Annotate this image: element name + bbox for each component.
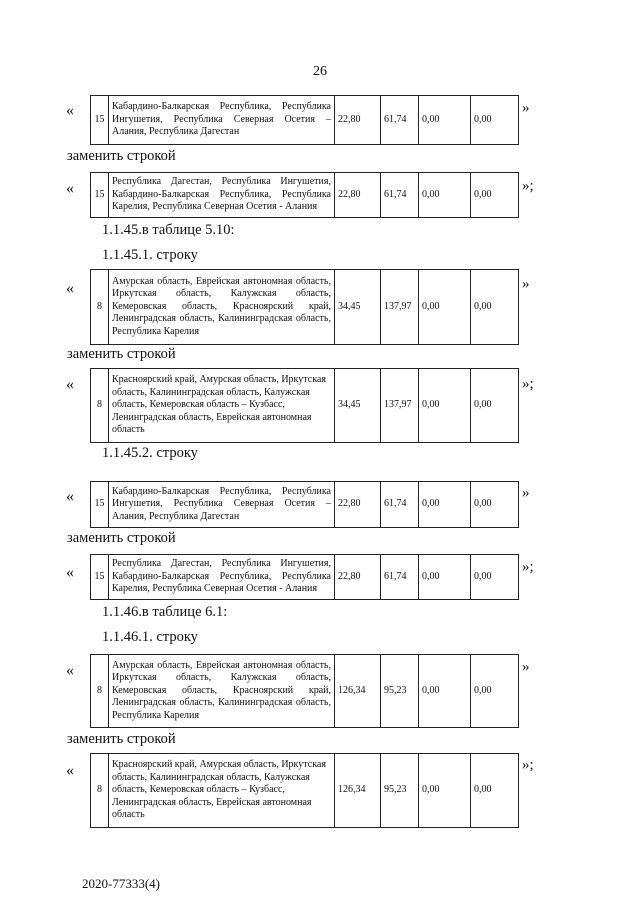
value-cell-1: 126,34 (335, 655, 381, 728)
row-number: 8 (91, 369, 109, 443)
value-cell-4: 0,00 (471, 173, 519, 218)
table-row (90, 95, 519, 145)
value-cell-3: 0,00 (419, 173, 471, 218)
quote-close: »; (522, 559, 534, 575)
regions-cell: Красноярский край, Амурская область, Иркутская область, Калининградская область, Калужская область, Кемеровская область – Кузбасс, Ленинградская область, Еврейская автономная область (109, 754, 335, 828)
value-cell-3: 0,00 (419, 655, 471, 728)
value-cell-1: 22,80 (335, 555, 381, 600)
regions-cell: Кабардино-Балкарская Республика, Республика Ингушетия, Республика Северная Осетия – Алания, Республика Дагестан (109, 96, 335, 145)
regions-cell: Красноярский край, Амурская область, Иркутская область, Калининградская область, Калужская область, Кемеровская область – Кузбасс, Ленинградская область, Еврейская автономная область (109, 369, 335, 443)
row-number: 15 (91, 482, 109, 528)
value-cell-2: 137,97 (381, 369, 419, 443)
value-cell-4: 0,00 (471, 555, 519, 600)
subsection-heading: 1.1.45.2. строку (102, 445, 198, 461)
regions-cell: Республика Дагестан, Республика Ингушетия, Кабардино-Балкарская Республика, Республика Карелия, Республика Северная Осетия - Алания (109, 173, 335, 218)
table-row (90, 654, 519, 728)
value-cell-2: 137,97 (381, 270, 419, 345)
quote-open: « (66, 102, 74, 119)
quote-open: « (66, 564, 74, 581)
table-row (90, 753, 519, 828)
quote-open: « (66, 762, 74, 779)
replace-instruction: заменить строкой (67, 148, 176, 164)
value-cell-4: 0,00 (471, 754, 519, 828)
value-cell-3: 0,00 (419, 270, 471, 345)
quote-close: »; (522, 757, 534, 773)
value-cell-2: 95,23 (381, 655, 419, 728)
value-cell-1: 126,34 (335, 754, 381, 828)
section-heading: 1.1.46.в таблице 6.1: (102, 604, 228, 620)
value-cell-4: 0,00 (471, 655, 519, 728)
value-cell-4: 0,00 (471, 96, 519, 145)
regions-cell: Амурская область, Еврейская автономная область, Иркутская область, Калужская область, Кемеровская область, Красноярский край, Ленинградская область, Калининградская область, Республика Карелия (109, 655, 335, 728)
quote-open: « (66, 662, 74, 679)
replace-instruction: заменить строкой (67, 731, 176, 747)
subsection-heading: 1.1.46.1. строку (102, 629, 198, 645)
quote-open: « (66, 376, 74, 393)
quote-open: « (66, 180, 74, 197)
row-number: 8 (91, 655, 109, 728)
table-row (90, 172, 519, 218)
section-heading: 1.1.45.в таблице 5.10: (102, 222, 235, 238)
quote-close: »; (522, 376, 534, 392)
quote-open: « (66, 280, 74, 297)
quote-close: »; (522, 178, 534, 194)
quote-close: » (522, 100, 530, 116)
regions-cell: Амурская область, Еврейская автономная область, Иркутская область, Калужская область, Кемеровская область, Красноярский край, Ленинградская область, Калининградская область, Республика Карелия (109, 270, 335, 345)
page-number: 26 (313, 64, 327, 79)
value-cell-3: 0,00 (419, 555, 471, 600)
row-number: 8 (91, 754, 109, 828)
value-cell-4: 0,00 (471, 482, 519, 528)
quote-close: » (522, 485, 530, 501)
subsection-heading: 1.1.45.1. строку (102, 247, 198, 263)
row-number: 8 (91, 270, 109, 345)
document-code-footer: 2020-77333(4) (82, 876, 160, 891)
value-cell-1: 34,45 (335, 369, 381, 443)
value-cell-1: 22,80 (335, 482, 381, 528)
replace-instruction: заменить строкой (67, 346, 176, 362)
regions-cell: Республика Дагестан, Республика Ингушетия, Кабардино-Балкарская Республика, Республика Карелия, Республика Северная Осетия - Алания (109, 555, 335, 600)
table-row (90, 554, 519, 600)
table-row (90, 269, 519, 345)
value-cell-2: 61,74 (381, 96, 419, 145)
quote-close: » (522, 659, 530, 675)
row-number: 15 (91, 555, 109, 600)
value-cell-3: 0,00 (419, 96, 471, 145)
value-cell-2: 95,23 (381, 754, 419, 828)
value-cell-2: 61,74 (381, 555, 419, 600)
regions-cell: Кабардино-Балкарская Республика, Республика Ингушетия, Республика Северная Осетия – Алания, Республика Дагестан (109, 482, 335, 528)
value-cell-3: 0,00 (419, 369, 471, 443)
table-row (90, 481, 519, 528)
row-number: 15 (91, 96, 109, 145)
quote-close: » (522, 276, 530, 292)
value-cell-1: 22,80 (335, 173, 381, 218)
value-cell-3: 0,00 (419, 482, 471, 528)
row-number: 15 (91, 173, 109, 218)
value-cell-1: 34,45 (335, 270, 381, 345)
value-cell-2: 61,74 (381, 173, 419, 218)
quote-open: « (66, 488, 74, 505)
value-cell-1: 22,80 (335, 96, 381, 145)
table-row (90, 368, 519, 443)
value-cell-3: 0,00 (419, 754, 471, 828)
value-cell-2: 61,74 (381, 482, 419, 528)
value-cell-4: 0,00 (471, 270, 519, 345)
value-cell-4: 0,00 (471, 369, 519, 443)
replace-instruction: заменить строкой (67, 530, 176, 546)
